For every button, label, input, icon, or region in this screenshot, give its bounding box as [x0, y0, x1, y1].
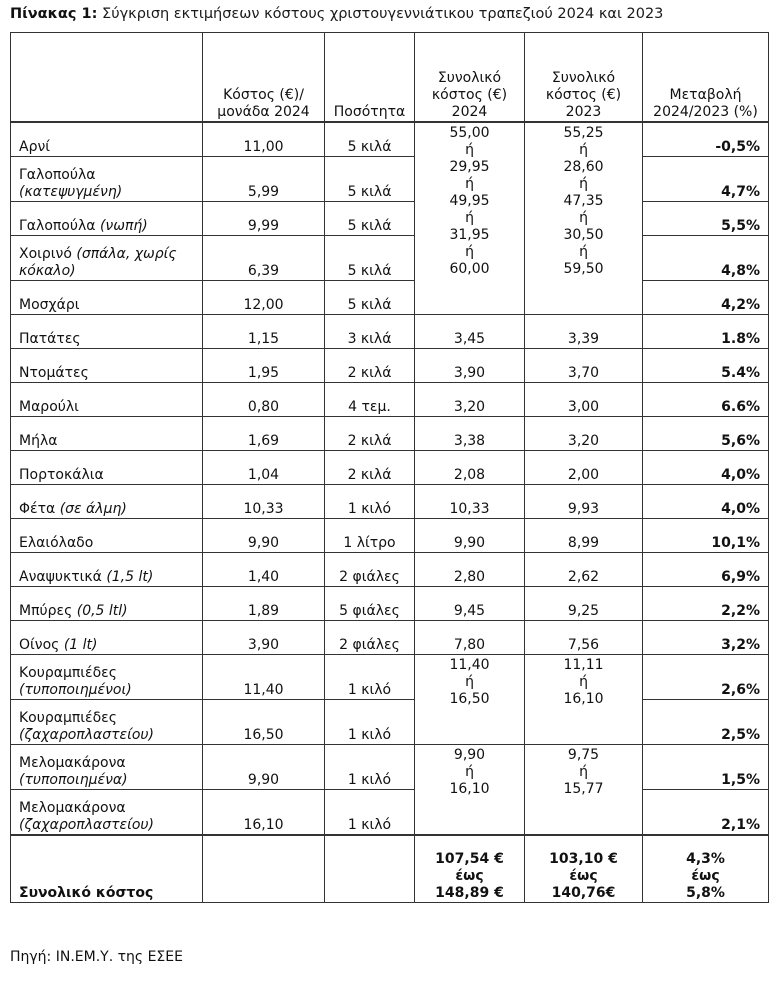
- item-name: Μαρούλι: [19, 399, 79, 415]
- row-total-2023: 8,99: [525, 519, 643, 553]
- row-item-name: [11, 700, 203, 745]
- meat-total-2023-line: 28,60: [563, 159, 604, 175]
- row-unit-cost: 9,99: [203, 202, 325, 236]
- table-row: [11, 383, 769, 417]
- row-quantity: 5 κιλά: [325, 157, 415, 202]
- item-note: (ζαχαροπλαστείου): [19, 727, 154, 743]
- total-empty-qty: [325, 835, 415, 903]
- table-row: [11, 417, 769, 451]
- total-t24-line: έως: [455, 868, 484, 884]
- meat-total-2023-line: ή: [579, 142, 588, 158]
- meat-total-2024-line: 55,00: [449, 125, 490, 141]
- row-change: 4,0%: [643, 451, 769, 485]
- item-note: (1,5 lt): [106, 569, 154, 585]
- row-unit-cost: 1,89: [203, 587, 325, 621]
- total-change-line: 5,8%: [686, 885, 725, 901]
- row-change: 5,5%: [643, 202, 769, 236]
- total-t24-line: 148,89 €: [435, 885, 504, 901]
- row-unit-cost: 16,10: [203, 790, 325, 836]
- row-unit-cost: 5,99: [203, 157, 325, 202]
- meat-total-2023-line: 59,50: [563, 261, 604, 277]
- total-t23-line: 140,76€: [551, 885, 616, 901]
- row-unit-cost: 16,50: [203, 700, 325, 745]
- meat-total-2024-line: 29,95: [449, 159, 490, 175]
- meat-total-2024-line: 31,95: [449, 227, 490, 243]
- total-change-line: έως: [691, 868, 720, 884]
- item-note: (ζαχαροπλαστείου): [19, 817, 154, 833]
- row-item-name: [11, 655, 203, 700]
- meat-total-2024-line: 60,00: [449, 261, 490, 277]
- kourabiedes-total-2024-line: ή: [465, 674, 474, 690]
- meat-total-2023-line: 30,50: [563, 227, 604, 243]
- meat-total-2023-line: 55,25: [563, 125, 604, 141]
- table-row: [11, 122, 769, 157]
- row-total-2024: 3,38: [415, 417, 525, 451]
- melomakarona-total-2023-line: ή: [579, 764, 588, 780]
- row-total-2023: 2,62: [525, 553, 643, 587]
- row-total-2024: 3,90: [415, 349, 525, 383]
- row-change: 4,8%: [643, 236, 769, 281]
- row-item-name: [11, 202, 203, 236]
- source-note: Πηγή: ΙΝ.ΕΜ.Υ. της ΕΣΕΕ: [10, 949, 183, 965]
- kourabiedes-total-2023-line: ή: [579, 674, 588, 690]
- meat-total-2023-line: ή: [579, 244, 588, 260]
- melomakarona-total-2024-line: ή: [465, 764, 474, 780]
- row-total-2024: 9,45: [415, 587, 525, 621]
- total-change: [643, 835, 769, 903]
- row-unit-cost: 9,90: [203, 519, 325, 553]
- total-label: Συνολικό κόστος: [11, 835, 203, 903]
- item-name: Γαλοπούλα: [19, 218, 96, 234]
- row-total-2023: 9,93: [525, 485, 643, 519]
- item-name: Χοιρινό: [19, 246, 72, 262]
- item-name: Μήλα: [19, 433, 58, 449]
- table-row: [11, 655, 769, 700]
- row-change: 2,5%: [643, 700, 769, 745]
- row-item-name: [11, 587, 203, 621]
- item-name: Πορτοκάλια: [19, 467, 104, 483]
- meat-total-2024-line: 49,95: [449, 193, 490, 209]
- table-row: [11, 236, 769, 281]
- item-name: Ελαιόλαδο: [19, 535, 94, 551]
- melomakarona-total-2023-line: 15,77: [563, 781, 604, 797]
- table-row: [11, 202, 769, 236]
- row-item-name: [11, 553, 203, 587]
- row-item-name: [11, 315, 203, 349]
- meat-total-2023-line: ή: [579, 210, 588, 226]
- table-row: [11, 790, 769, 836]
- header-row: [11, 33, 769, 123]
- row-unit-cost: 10,33: [203, 485, 325, 519]
- row-item-name: [11, 349, 203, 383]
- total-t24: [415, 835, 525, 903]
- row-quantity: 1 κιλό: [325, 485, 415, 519]
- row-unit-cost: 12,00: [203, 281, 325, 315]
- header-item: [11, 33, 203, 123]
- item-name: Μελομακάρονα: [19, 755, 126, 771]
- row-change: 4,0%: [643, 485, 769, 519]
- row-item-name: [11, 122, 203, 157]
- row-unit-cost: 6,39: [203, 236, 325, 281]
- table-row: [11, 621, 769, 655]
- row-quantity: 2 κιλά: [325, 451, 415, 485]
- item-note: (κατεψυγμένη): [19, 184, 123, 200]
- row-quantity: 1 κιλό: [325, 655, 415, 700]
- row-total-2023: 3,20: [525, 417, 643, 451]
- kourabiedes-total-2023-line: 11,11: [563, 657, 604, 673]
- kourabiedes-total-2024-line: 16,50: [449, 691, 490, 707]
- table-row: [11, 553, 769, 587]
- row-item-name: [11, 485, 203, 519]
- row-quantity: 5 κιλά: [325, 281, 415, 315]
- row-total-2023: 3,70: [525, 349, 643, 383]
- row-unit-cost: 1,15: [203, 315, 325, 349]
- row-change: 10,1%: [643, 519, 769, 553]
- row-change: 1.8%: [643, 315, 769, 349]
- table-row: [11, 315, 769, 349]
- total-t23-line: 103,10 €: [549, 851, 618, 867]
- total-empty-unit: [203, 835, 325, 903]
- row-quantity: 1 λίτρο: [325, 519, 415, 553]
- row-change: 2,2%: [643, 587, 769, 621]
- row-total-2024: 2,80: [415, 553, 525, 587]
- row-change: 5,6%: [643, 417, 769, 451]
- item-name: Αρνί: [19, 139, 51, 155]
- kourabiedes-total-2024: [415, 655, 525, 745]
- row-total-2023: 9,25: [525, 587, 643, 621]
- item-note: (τυποποιημένα): [19, 772, 128, 788]
- row-total-2024: 9,90: [415, 519, 525, 553]
- table-row: [11, 281, 769, 315]
- row-item-name: [11, 281, 203, 315]
- item-name: Μελομακάρονα: [19, 800, 126, 816]
- row-item-name: [11, 417, 203, 451]
- row-quantity: 2 φιάλες: [325, 553, 415, 587]
- item-note: (1 lt): [63, 637, 98, 653]
- item-note: (νωπή): [99, 218, 148, 234]
- row-unit-cost: 1,04: [203, 451, 325, 485]
- meat-total-2024-line: ή: [465, 244, 474, 260]
- item-note: (0,5 ltl): [76, 603, 128, 619]
- row-change: 3,2%: [643, 621, 769, 655]
- total-change-line: 4,3%: [686, 851, 725, 867]
- row-change: 2,6%: [643, 655, 769, 700]
- row-quantity: 4 τεμ.: [325, 383, 415, 417]
- row-change: 4,2%: [643, 281, 769, 315]
- item-note: (τυποποιημένοι): [19, 682, 132, 698]
- row-item-name: [11, 157, 203, 202]
- row-change: 2,1%: [643, 790, 769, 836]
- row-item-name: [11, 519, 203, 553]
- row-total-2023: 3,39: [525, 315, 643, 349]
- row-change: 1,5%: [643, 745, 769, 790]
- caption-text: Σύγκριση εκτιμήσεων κόστους χριστουγεννιάτικου τραπεζιού 2024 και 2023: [102, 6, 664, 22]
- row-unit-cost: 1,95: [203, 349, 325, 383]
- item-name: Αναψυκτικά: [19, 569, 102, 585]
- header-total-2023: Συνολικό κόστος (€) 2023: [525, 33, 643, 123]
- row-change: 6,9%: [643, 553, 769, 587]
- table-caption: [10, 6, 663, 22]
- row-item-name: [11, 745, 203, 790]
- item-name: Πατάτες: [19, 331, 81, 347]
- row-total-2023: 7,56: [525, 621, 643, 655]
- melomakarona-total-2024-line: 9,90: [453, 747, 486, 763]
- melomakarona-total-2023: [525, 745, 643, 836]
- item-name: Κουραμπιέδες: [19, 710, 117, 726]
- row-unit-cost: 1,40: [203, 553, 325, 587]
- meat-total-2024-line: ή: [465, 142, 474, 158]
- row-item-name: [11, 790, 203, 836]
- kourabiedes-total-2023: [525, 655, 643, 745]
- row-quantity: 1 κιλό: [325, 700, 415, 745]
- row-total-2024: 2,08: [415, 451, 525, 485]
- row-item-name: [11, 621, 203, 655]
- table-row: [11, 519, 769, 553]
- row-unit-cost: 11,00: [203, 122, 325, 157]
- row-item-name: [11, 236, 203, 281]
- kourabiedes-total-2023-line: 16,10: [563, 691, 604, 707]
- meat-total-2023-line: 47,35: [563, 193, 604, 209]
- kourabiedes-total-2024-line: 11,40: [449, 657, 490, 673]
- item-name: Μπύρες: [19, 603, 73, 619]
- row-unit-cost: 3,90: [203, 621, 325, 655]
- row-quantity: 2 κιλά: [325, 417, 415, 451]
- melomakarona-total-2024: [415, 745, 525, 836]
- item-name: Κουραμπιέδες: [19, 665, 117, 681]
- row-quantity: 3 κιλά: [325, 315, 415, 349]
- row-total-2023: 2,00: [525, 451, 643, 485]
- header-quantity: Ποσότητα: [325, 33, 415, 123]
- item-name: Μοσχάρι: [19, 297, 80, 313]
- table-row: [11, 745, 769, 790]
- table-row: [11, 587, 769, 621]
- table-body: [11, 122, 769, 903]
- cost-comparison-table: [10, 32, 769, 903]
- row-quantity: 1 κιλό: [325, 790, 415, 836]
- table-row: [11, 157, 769, 202]
- total-row: [11, 835, 769, 903]
- row-quantity: 5 κιλά: [325, 122, 415, 157]
- table-row: [11, 485, 769, 519]
- caption-label: Πίνακας 1:: [10, 6, 98, 22]
- row-quantity: 5 φιάλες: [325, 587, 415, 621]
- meat-total-2023-line: ή: [579, 176, 588, 192]
- item-note: (σε άλμη): [59, 501, 127, 517]
- table-row: [11, 700, 769, 745]
- row-change: 4,7%: [643, 157, 769, 202]
- row-unit-cost: 1,69: [203, 417, 325, 451]
- total-t23: [525, 835, 643, 903]
- meat-total-2023: [525, 122, 643, 315]
- item-name: Γαλοπούλα: [19, 167, 96, 183]
- row-quantity: 1 κιλό: [325, 745, 415, 790]
- row-change: 6.6%: [643, 383, 769, 417]
- row-total-2024: 7,80: [415, 621, 525, 655]
- item-name: Οίνος: [19, 637, 60, 653]
- row-item-name: [11, 383, 203, 417]
- row-total-2024: 3,45: [415, 315, 525, 349]
- row-quantity: 2 κιλά: [325, 349, 415, 383]
- item-name: Φέτα: [19, 501, 56, 517]
- table-row: [11, 451, 769, 485]
- row-total-2023: 3,00: [525, 383, 643, 417]
- meat-total-2024-line: ή: [465, 210, 474, 226]
- row-quantity: 5 κιλά: [325, 236, 415, 281]
- header-change: Μεταβολή 2024/2023 (%): [643, 33, 769, 123]
- item-note: (σπάλα, χωρίς κόκαλο): [19, 246, 177, 279]
- header-total-2024: Συνολικό κόστος (€) 2024: [415, 33, 525, 123]
- row-unit-cost: 11,40: [203, 655, 325, 700]
- melomakarona-total-2023-line: 9,75: [567, 747, 600, 763]
- row-change: -0,5%: [643, 122, 769, 157]
- row-quantity: 2 φιάλες: [325, 621, 415, 655]
- row-change: 5.4%: [643, 349, 769, 383]
- row-total-2024: 3,20: [415, 383, 525, 417]
- melomakarona-total-2024-line: 16,10: [449, 781, 490, 797]
- row-unit-cost: 0,80: [203, 383, 325, 417]
- row-total-2024: 10,33: [415, 485, 525, 519]
- total-t23-line: έως: [569, 868, 598, 884]
- header-unit-cost: Κόστος (€)/ μονάδα 2024: [203, 33, 325, 123]
- meat-total-2024: [415, 122, 525, 315]
- row-unit-cost: 9,90: [203, 745, 325, 790]
- table-row: [11, 349, 769, 383]
- row-quantity: 5 κιλά: [325, 202, 415, 236]
- meat-total-2024-line: ή: [465, 176, 474, 192]
- row-item-name: [11, 451, 203, 485]
- total-t24-line: 107,54 €: [435, 851, 504, 867]
- item-name: Ντομάτες: [19, 365, 89, 381]
